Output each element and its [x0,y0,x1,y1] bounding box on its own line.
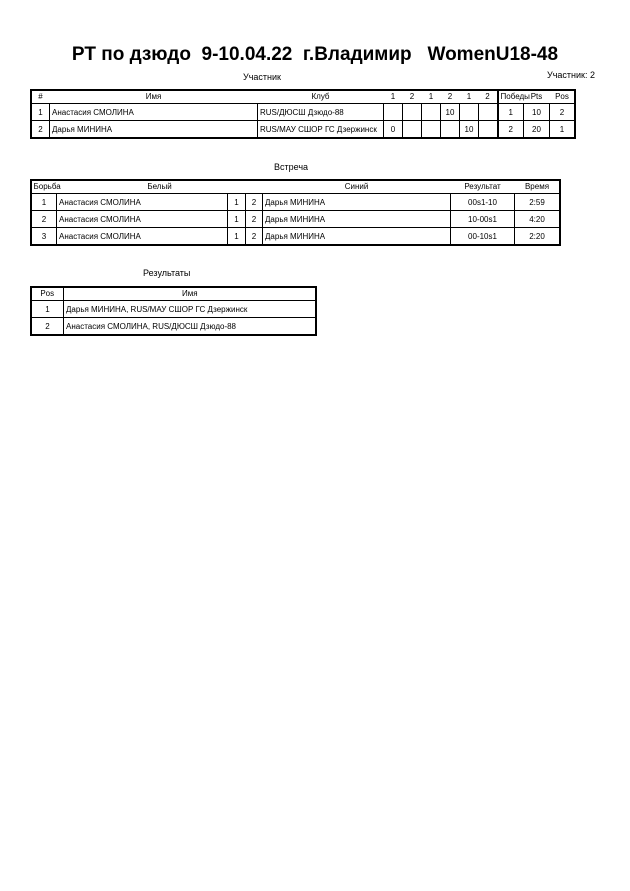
participants-caption: Участник [243,72,281,82]
match-b: 2 [246,211,263,228]
score-cell [479,104,498,121]
table-row [32,318,316,335]
col-name-header: Имя [64,287,316,301]
score-cell [479,121,498,138]
col-blue-header: Синий [344,182,369,191]
table-row [32,301,316,318]
score-cell [422,121,441,138]
match-num: 3 [32,228,57,245]
match-time: 2:20 [515,228,560,245]
col-score-header: 1 [428,92,434,101]
col-score-header: 1 [466,92,472,101]
col-score-header: 1 [390,92,396,101]
col-score-header: 2 [409,92,415,101]
col-wins-header: Победы [498,90,524,104]
result-name: Дарья МИНИНА, RUS/МАУ СШОР ГС Дзержинск [64,301,316,318]
participant-pts: 10 [524,104,550,121]
score-cell [422,104,441,121]
score-cell [441,121,460,138]
match-b: 2 [246,228,263,245]
result-pos: 1 [32,301,64,318]
results-caption: Результаты [143,268,191,278]
table-row [32,121,575,138]
matches-header-row [32,180,560,194]
participants-header-row [32,90,575,104]
score-cell [460,104,479,121]
score-cell: 10 [441,104,460,121]
match-num: 1 [32,194,57,211]
result-pos: 2 [32,318,64,335]
table-row [32,194,560,211]
participant-name: Анастасия СМОЛИНА [50,104,258,121]
match-white: Анастасия СМОЛИНА [57,194,228,211]
col-pos-header: Pos [32,287,64,301]
match-blue: Дарья МИНИНА [263,211,451,228]
match-result: 00-10s1 [451,228,515,245]
col-pos-header: Pos [555,92,569,101]
participant-pts: 20 [524,121,550,138]
col-score-header: 2 [485,92,490,101]
col-match-header: Борьба [33,182,61,191]
col-white-header: Белый [147,182,172,191]
score-cell [384,104,403,121]
match-white: Анастасия СМОЛИНА [57,228,228,245]
table-row [32,104,575,121]
matches-caption: Встреча [274,162,309,172]
score-cell [403,121,422,138]
participant-club: RUS/ДЮСШ Дзюдо-88 [258,104,384,121]
match-white: Анастасия СМОЛИНА [57,211,228,228]
col-name-header: Имя [145,92,162,101]
matches-table [31,180,560,245]
match-blue: Дарья МИНИНА [263,194,451,211]
table-row [32,211,560,228]
participant-num: 1 [32,104,50,121]
match-result: 00s1-10 [451,194,515,211]
participant-pos: 1 [550,121,575,138]
col-pts-header: Pts [530,92,543,101]
col-time-header: Время [524,182,550,191]
match-time: 2:59 [515,194,560,211]
col-num-header: # [38,92,43,101]
match-a: 1 [228,211,246,228]
col-result-header: Результат [464,182,501,191]
match-a: 1 [228,228,246,245]
match-time: 4:20 [515,211,560,228]
results-header-row [32,287,316,301]
match-b: 2 [246,194,263,211]
participant-club: RUS/МАУ СШОР ГС Дзержинск [258,121,384,138]
participant-num: 2 [32,121,50,138]
match-a: 1 [228,194,246,211]
score-cell: 0 [384,121,403,138]
page-title: РТ по дзюдо 9-10.04.22 г.Владимир WomenU18-48 [71,44,559,65]
score-cell: 10 [460,121,479,138]
table-row [32,228,560,245]
match-num: 2 [32,211,57,228]
participant-wins: 2 [498,121,524,138]
results-table [31,287,316,335]
participant-name: Дарья МИНИНА [50,121,258,138]
participant-pos: 2 [550,104,575,121]
result-name: Анастасия СМОЛИНА, RUS/ДЮСШ Дзюдо-88 [64,318,316,335]
score-cell [403,104,422,121]
col-score-header: 2 [447,92,453,101]
col-club-header: Клуб [311,92,330,101]
match-result: 10-00s1 [451,211,515,228]
match-blue: Дарья МИНИНА [263,228,451,245]
participant-wins: 1 [498,104,524,121]
participants-table [31,90,575,138]
participants-count: Участник: 2 [547,70,595,80]
